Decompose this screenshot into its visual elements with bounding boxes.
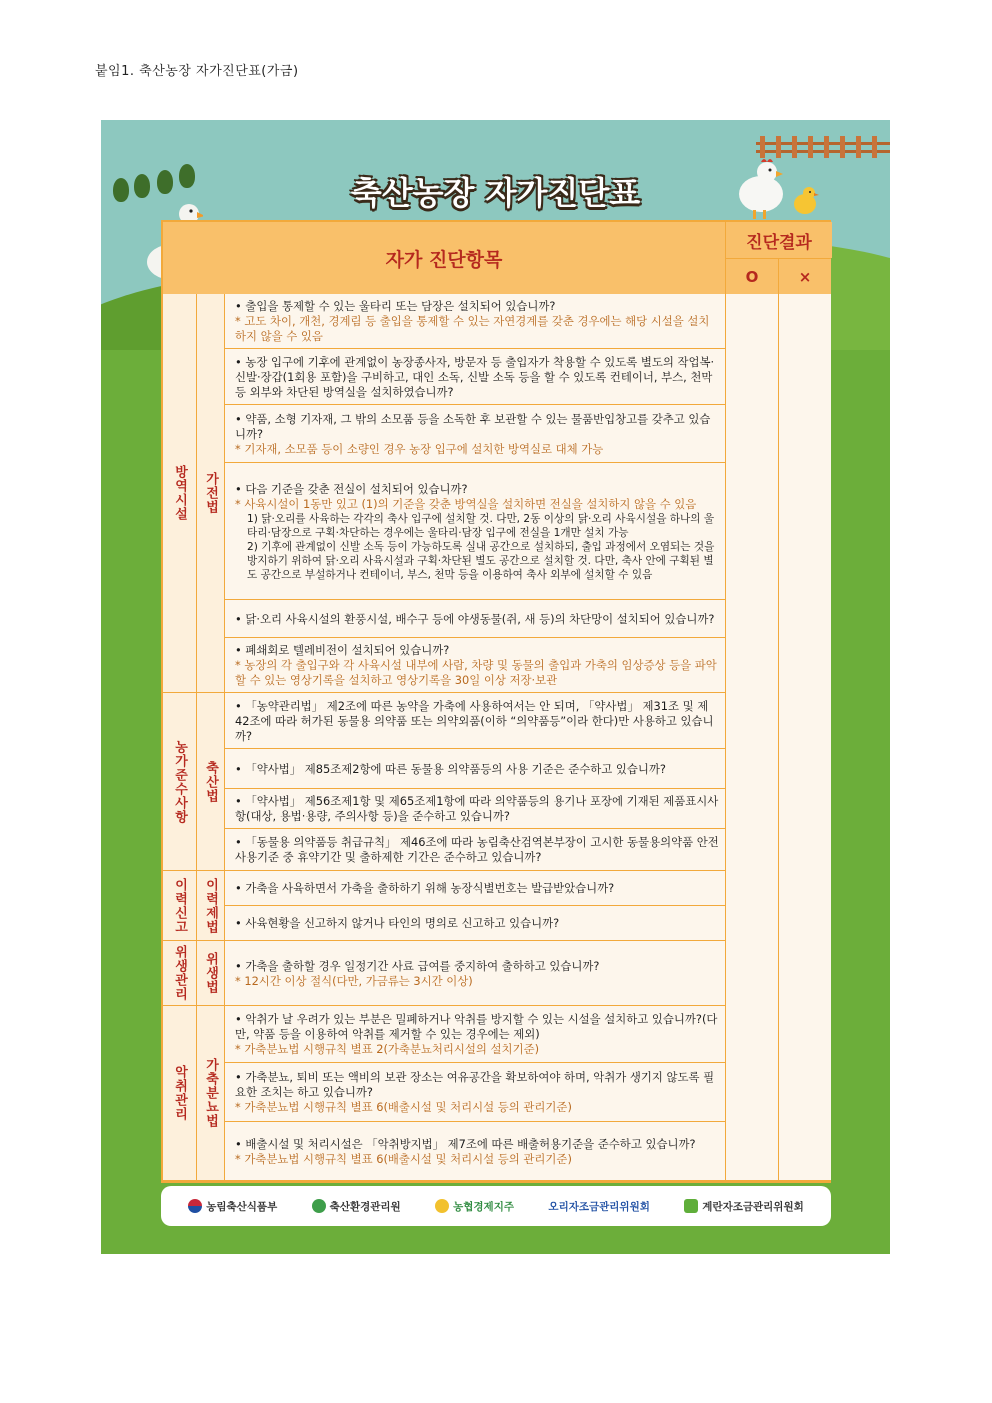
question-row xyxy=(225,871,725,906)
question-text: • 폐쇄회로 텔레비전이 설치되어 있습니까? xyxy=(235,643,450,657)
question-text: • 닭·오리 사육시설의 환풍시설, 배수구 등에 야생동물(쥐, 새 등)의 차단망이 설치되어 있습니까? xyxy=(235,611,715,626)
question-text: • 「약사법」 제56조제1항 및 제65조제1항에 따라 의약품등의 용기나 포장에 기재된 제품표시사항(대상, 용법·용량, 주의사항 등)을 준수하고 있습니까? xyxy=(235,794,719,823)
diagnosis-table-card xyxy=(161,220,831,1183)
law-label: 이력제법 xyxy=(203,877,218,934)
category-cell xyxy=(163,941,197,1006)
fence-icon xyxy=(756,136,890,158)
org-name: 오리자조금관리위원회 xyxy=(548,1200,650,1213)
question-text: • 가축을 사육하면서 가축을 출하하기 위해 농장식별번호는 발급받았습니까? xyxy=(235,881,615,895)
question-note: * 가축분뇨법 시행규칙 별표 2(가축분뇨처리시설의 설치기준) xyxy=(235,1042,540,1056)
category-cell xyxy=(163,871,197,941)
question-row xyxy=(225,294,725,349)
tree-icon xyxy=(134,174,150,198)
category-cell xyxy=(163,294,197,693)
nh-icon xyxy=(435,1199,449,1213)
result-o-column[interactable] xyxy=(725,294,778,1181)
question-text: • 사육현황을 신고하지 않거나 타인의 명의로 신고하고 있습니까? xyxy=(235,916,560,930)
tree-icon xyxy=(113,178,129,202)
question-text: • 출입을 통제할 수 있는 울타리 또는 담장은 설치되어 있습니까? xyxy=(235,299,556,313)
taegeuk-icon xyxy=(188,1199,202,1213)
header-mark-o: O xyxy=(725,258,778,294)
question-row xyxy=(225,906,725,941)
law-label: 축산법 xyxy=(203,760,218,803)
question-row xyxy=(225,789,725,829)
question-text: • 가축을 출하할 경우 일정기간 사료 급여를 중지하여 출하하고 있습니까? xyxy=(235,958,600,973)
question-row xyxy=(225,1006,725,1063)
question-row xyxy=(225,600,725,638)
question-row xyxy=(225,638,725,693)
question-note: * 기자재, 소모품 등이 소량인 경우 농장 입구에 설치한 방역실로 대체 가능 xyxy=(235,441,604,456)
header-items xyxy=(163,222,725,294)
question-note: * 농장의 각 출입구와 각 사육시설 내부에 사람, 차량 및 동물의 출입과 가축의 임상증상 등을 파악할 수 있는 영상기록을 설치하고 영상기록을 30일 이상 저장·보관 xyxy=(235,658,717,687)
question-note: * 가축분뇨법 시행규칙 별표 6(배출시설 및 처리시설 등의 관리기준) xyxy=(235,1151,572,1166)
hen-icon xyxy=(733,156,793,220)
org-nh xyxy=(435,1199,514,1214)
category-label: 악취관리 xyxy=(172,1065,187,1121)
tree-icon xyxy=(157,170,173,194)
question-text: • 배출시설 및 처리시설은 「악취방지법」 제7조에 따른 배출허용기준을 준수하고 있습니까? xyxy=(235,1136,696,1151)
question-text: • 악취가 날 우려가 있는 부분은 밀폐하거나 악취를 방지할 수 있는 시설을 설치하고 있습니까?(다만, 약품 등을 이용하여 악취를 제거할 수 있는 경우에는 제외) xyxy=(235,1012,718,1041)
question-row xyxy=(225,941,725,1006)
law-label: 가축분뇨법 xyxy=(203,1058,218,1128)
leaf-icon xyxy=(312,1199,326,1213)
law-cell xyxy=(197,294,225,693)
question-text: • 「약사법」 제85조제2항에 따른 동물용 의약품등의 사용 기준은 준수하고 있습니까? xyxy=(235,761,666,776)
question-note: * 가축분뇨법 시행규칙 별표 6(배출시설 및 처리시설 등의 관리기준) xyxy=(235,1100,572,1114)
org-duck xyxy=(548,1199,649,1214)
header-mark-x: × xyxy=(778,258,831,294)
org-env xyxy=(312,1199,401,1214)
category-label: 농가준수사항 xyxy=(172,739,187,824)
question-row xyxy=(225,749,725,789)
question-text: • 약품, 소형 기자재, 그 밖의 소모품 등을 소독한 후 보관할 수 있는 물품반입창고를 갖추고 있습니까? xyxy=(235,411,711,441)
attachment-label: 붙임1. 축산농장 자가진단표(가금) xyxy=(95,64,299,79)
question-text: • 농장 입구에 기후에 관계없이 농장종사자, 방문자 등 출입자가 착용할 수 있도록 별도의 작업복·신발·장갑(1회용 포함)을 구비하고, 대인 소독, 신발 소독 등을 할 수 있도록 컨테이너, 부스, 천막 등 외부와 차단된 방역실을 설치하였습니까? xyxy=(235,354,715,399)
org-name: 축산환경관리원 xyxy=(329,1200,401,1213)
header-items-label: 자가 진단항목 xyxy=(385,248,503,271)
org-name: 농협경제지주 xyxy=(453,1200,514,1213)
poster xyxy=(101,120,890,1254)
org-mafra xyxy=(188,1199,277,1214)
law-cell xyxy=(197,941,225,1006)
category-label: 위생관리 xyxy=(172,945,187,1001)
question-note: * 고도 차이, 개천, 경계림 등 출입을 통제할 수 있는 자연경계를 갖춘 경우에는 해당 시설을 설치하지 않을 수 있음 xyxy=(235,314,710,343)
category-label: 이력신고 xyxy=(172,877,187,934)
org-name: 계란자조금관리위원회 xyxy=(702,1200,804,1213)
footer-logos xyxy=(161,1186,831,1226)
question-row xyxy=(225,693,725,749)
chick-icon xyxy=(791,184,821,218)
question-row xyxy=(225,1063,725,1122)
question-note: * 12시간 이상 절식(다만, 가금류는 3시간 이상) xyxy=(235,973,473,988)
law-cell xyxy=(197,693,225,871)
result-x-column[interactable] xyxy=(778,294,831,1181)
question-text: • 「농약관리법」 제2조에 따른 농약을 가축에 사용하여서는 안 되며, 「약사법」 제31조 및 제42조에 따라 허가된 동물용 의약품 또는 의약외품(이하 “의약품등”이라 한다)만 사용하고 있습니까? xyxy=(235,698,714,743)
tree-icon xyxy=(179,164,195,188)
question-text: • 「동물용 의약품등 취급규칙」 제46조에 따라 농림축산검역본부장이 고시한 동물용의약품 안전사용기준 중 휴약기간 및 출하제한 기간은 준수하고 있습니까? xyxy=(235,835,719,864)
question-text: • 다음 기준을 갖춘 전실이 설치되어 있습니까? xyxy=(235,481,468,496)
org-name: 농림축산식품부 xyxy=(206,1200,278,1213)
question-row xyxy=(225,829,725,871)
question-row xyxy=(225,405,725,463)
category-cell xyxy=(163,693,197,871)
question-note: * 사육시설이 1동만 있고 (1)의 기준을 갖춘 방역실을 설치하면 전실을 설치하지 않을 수 있음 xyxy=(235,496,697,511)
org-egg xyxy=(684,1199,803,1214)
question-subitem: 1) 닭·오리를 사육하는 각각의 축사 입구에 설치할 것. 다만, 2동 이상의 닭·오리 사육시설을 하나의 울타리·담장으로 구획·차단하는 경우에는 울타리·담장 입구에 전실을 1개만 설치 가능 xyxy=(247,512,715,539)
category-label: 방역시설 xyxy=(172,465,187,521)
header-result xyxy=(725,222,832,258)
question-subitem: 2) 기후에 관계없이 신발 소독 등이 가능하도록 실내 공간으로 설치하되, 출입 과정에서 오염되는 것을 방지하기 위하여 닭·오리 사육시설과 구획·차단된 별도 공간으로 설치할 것. 다만, 축사 안에 구획된 별도 공간으로 부설하거나 컨테이너, 부스, 천막 등을 이용하여 축사 외부에 설치할 수 있음 xyxy=(247,540,715,581)
question-row xyxy=(225,463,725,600)
poster-title: 축산농장 자가진단표 xyxy=(350,174,641,212)
question-text: • 가축분뇨, 퇴비 또는 액비의 보관 장소는 여유공간을 확보하여야 하며, 악취가 생기지 않도록 필요한 조치는 하고 있습니까? xyxy=(235,1070,715,1099)
law-label: 위생법 xyxy=(203,952,218,994)
egg-icon xyxy=(684,1199,698,1213)
header-result-label: 진단결과 xyxy=(746,232,812,253)
law-label: 가전법 xyxy=(203,472,218,514)
question-row xyxy=(225,349,725,405)
category-cell xyxy=(163,1006,197,1181)
law-cell xyxy=(197,871,225,941)
question-row xyxy=(225,1122,725,1181)
law-cell xyxy=(197,1006,225,1181)
